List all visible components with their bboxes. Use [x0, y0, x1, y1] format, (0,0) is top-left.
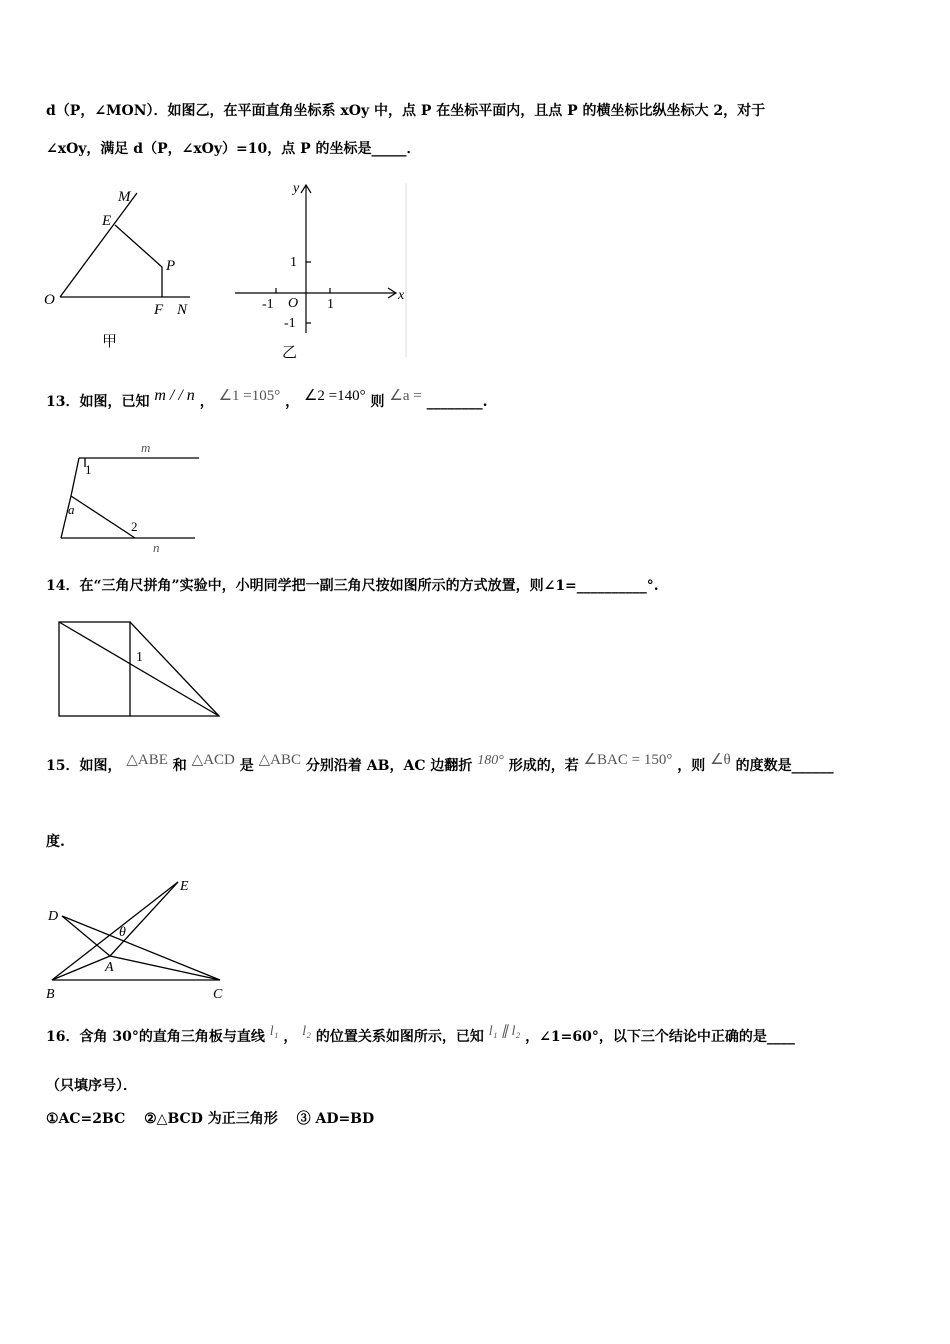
intro-line-1: d（P，∠MON）．如图乙，在平面直角坐标系 xOy 中，点 P 在坐标平面内，且点 P 的横坐标比纵坐标大 2，对于 — [46, 103, 766, 119]
label-m: M — [118, 189, 131, 205]
q16-line — [46, 1024, 795, 1048]
q15-mid-2: 形成的，若 — [508, 758, 579, 774]
label-b: B — [46, 987, 55, 1002]
q15-mid-3: ，则 — [677, 758, 706, 774]
q16-mid: 的位置关系如图所示，已知 — [315, 1029, 484, 1045]
tick-y-1: 1 — [290, 255, 297, 270]
axis-label-x: x — [398, 288, 405, 303]
q15-line-2: 度. — [46, 834, 65, 850]
origin-label: O — [288, 296, 299, 311]
figure-q13 — [55, 442, 215, 557]
label-m: m — [141, 440, 151, 455]
label-c: C — [213, 987, 223, 1002]
label-a: A — [105, 960, 114, 975]
q15-tail: 的度数是______ — [735, 758, 834, 774]
q13-formula-angle1: ∠1 =105° — [218, 388, 281, 404]
q15-mid: 分别沿着 AB，AC 边翻折 — [305, 758, 473, 774]
label-angle-1: 1 — [85, 462, 92, 477]
figure-q15 — [42, 874, 242, 1004]
q15-lead: 15．如图， — [46, 758, 122, 774]
caption-jia: 甲 — [102, 334, 118, 350]
q15-formula-bac: ∠BAC = 150° — [583, 752, 673, 768]
q16-lead: 16．含角 30°的直角三角板与直线 — [46, 1029, 265, 1045]
label-e: E — [102, 213, 112, 229]
q16-sep: ， — [283, 1029, 298, 1045]
label-theta: θ — [119, 925, 126, 940]
q15-is: 是 — [239, 758, 254, 774]
q15-formula-abe: △ABE — [126, 752, 168, 768]
q13-lead: 13．如图，已知 — [46, 394, 150, 410]
figure-jia — [40, 185, 210, 355]
q15-and: 和 — [172, 758, 187, 774]
label-d: D — [48, 909, 59, 924]
figure-yi — [230, 175, 415, 365]
q15-formula-acd: △ACD — [191, 752, 235, 768]
label-angle-1: 1 — [136, 650, 143, 665]
q15-formula-180: 180° — [477, 753, 504, 768]
q13-formula-parallel: m / / n — [154, 387, 195, 404]
q16-formula-l1: l₁ — [269, 1024, 279, 1039]
q15-line — [46, 752, 834, 777]
label-n: n — [153, 540, 160, 555]
label-o: O — [44, 292, 55, 308]
q15-formula-abc: △ABC — [258, 752, 302, 768]
q13-sep-2: ， — [285, 394, 300, 410]
tick-x-1: 1 — [327, 297, 334, 312]
figure-q14 — [55, 618, 230, 723]
label-f: F — [154, 302, 164, 318]
q13-formula-angle-a: ∠a = — [389, 388, 422, 404]
label-p: P — [166, 258, 176, 274]
tick-x-minus-1: -1 — [262, 297, 274, 312]
q16-options: ①AC=2BC ②△BCD 为正三角形 ③ AD=BD — [46, 1111, 375, 1127]
q13-then: 则 — [370, 394, 385, 410]
intro-line-2: ∠xOy，满足 d（P，∠xOy）=10，点 P 的坐标是_____． — [46, 141, 421, 157]
q15-formula-theta: ∠θ — [710, 752, 731, 768]
q16-tail: ，∠1=60°，以下三个结论中正确的是____ — [525, 1029, 795, 1045]
label-angle-2: 2 — [131, 519, 138, 534]
label-n: N — [177, 302, 188, 318]
tick-y-minus-1: -1 — [284, 316, 296, 331]
label-angle-a: a — [68, 502, 75, 517]
q13-formula-angle2: ∠2 =140° — [303, 388, 366, 404]
caption-yi: 乙 — [282, 345, 298, 361]
q16-line-2: （只填序号）． — [46, 1078, 137, 1094]
q13-answer-blank: ________. — [426, 394, 488, 410]
q16-formula-parallel: l₁ ∥ l₂ — [488, 1024, 521, 1039]
q14-line: 14．在“三角尺拼角”实验中，小明同学把一副三角尺按如图所示的方式放置，则∠1=__________°. — [46, 578, 659, 594]
q13-sep-1: ， — [199, 394, 214, 410]
label-e: E — [180, 879, 189, 894]
axis-label-y: y — [293, 181, 300, 196]
q13-line — [46, 387, 488, 412]
q16-formula-l2: l₂ — [302, 1024, 311, 1039]
